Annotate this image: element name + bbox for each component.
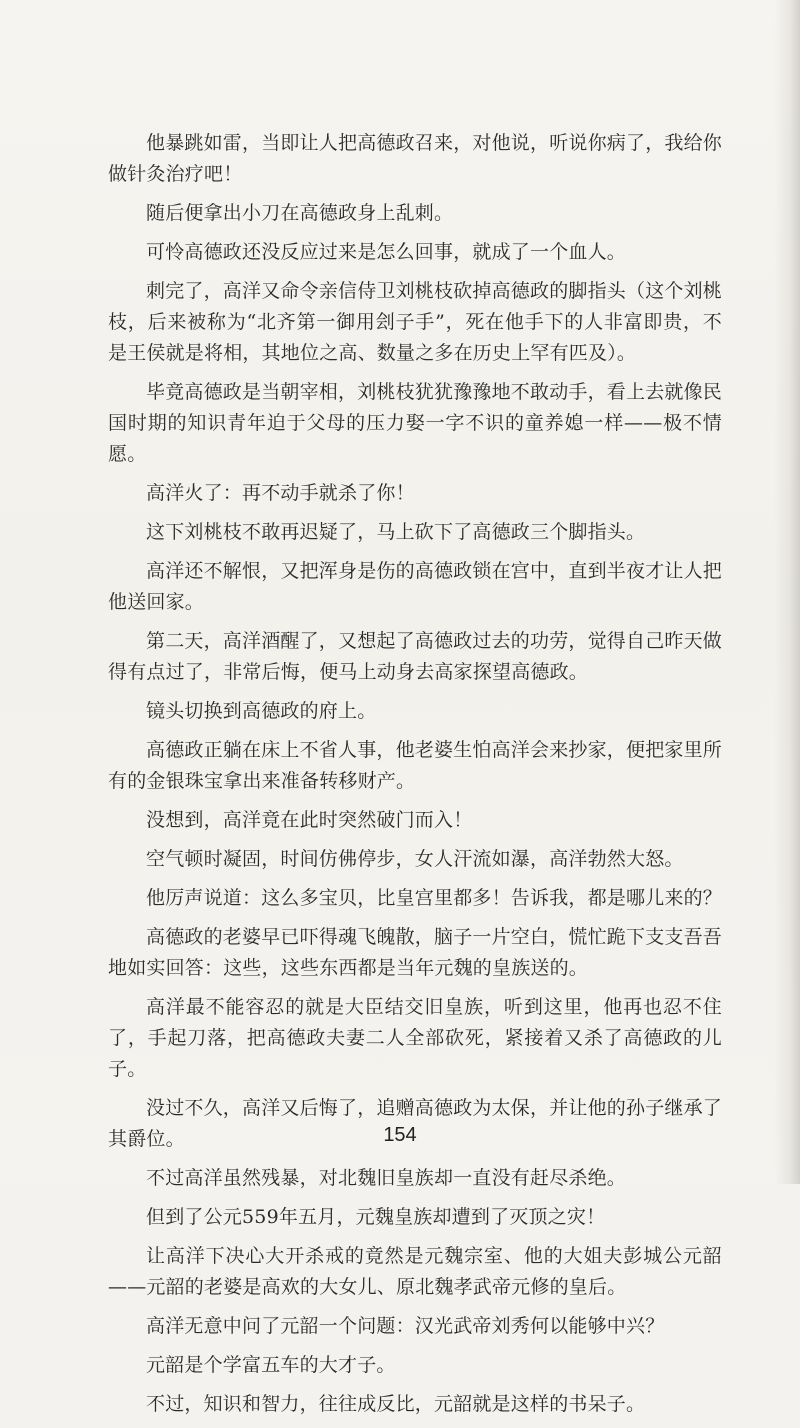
paragraph: 可怜高德政还没反应过来是怎么回事，就成了一个血人。 xyxy=(146,241,627,263)
paragraph: 高洋还不解恨，又把浑身是伤的高德政锁在宫中，直到半夜才让人把他送回家。 xyxy=(108,560,723,613)
paragraph: 第二天，高洋酒醒了，又想起了高德政过去的功劳，觉得自己昨天做得有点过了，非常后悔，便马上动身去高家探望高德政。 xyxy=(108,630,723,683)
paragraph: 这下刘桃枝不敢再迟疑了，马上砍下了高德政三个脚指头。 xyxy=(146,521,646,543)
paragraph: 不过，知识和智力，往往成反比，元韶就是这样的书呆子。 xyxy=(146,1393,646,1415)
paragraph: 毕竟高德政是当朝宰相，刘桃枝犹犹豫豫地不敢动手，看上去就像民国时期的知识青年迫于父母的压力娶一字不识的童养媳一样——极不情愿。 xyxy=(108,381,723,465)
body-text xyxy=(108,128,722,1428)
paragraph: 他暴跳如雷，当即让人把高德政召来，对他说，听说你病了，我给你做针灸治疗吧！ xyxy=(108,132,723,185)
paragraph: 元韶是个学富五车的大才子。 xyxy=(146,1354,396,1376)
paragraph: 刺完了，高洋又命令亲信侍卫刘桃枝砍掉高德政的脚指头（这个刘桃枝，后来被称为“北齐第一御用刽子手”，死在他手下的人非富即贵，不是王侯就是将相，其地位之高、数量之多在历史上罕有匹及）。 xyxy=(108,280,723,364)
paragraph: 没过不久，高洋又后悔了，追赠高德政为太保，并让他的孙子继承了其爵位。 xyxy=(108,1097,723,1150)
paragraph: 镜头切换到高德政的府上。 xyxy=(146,700,377,722)
paragraph: 空气顿时凝固，时间仿佛停步，女人汗流如瀑，高洋勃然大怒。 xyxy=(146,848,684,870)
paragraph: 没想到，高洋竟在此时突然破门而入！ xyxy=(146,809,473,831)
paragraph: 高德政正躺在床上不省人事，他老婆生怕高洋会来抄家，便把家里所有的金银珠宝拿出来准备转移财产。 xyxy=(108,739,723,792)
paragraph: 他厉声说道：这么多宝贝，比皇宫里都多！告诉我，都是哪儿来的？ xyxy=(146,887,723,909)
paragraph: 让高洋下决心大开杀戒的竟然是元魏宗室、他的大姐夫彭城公元韶——元韶的老婆是高欢的大女儿、原北魏孝武帝元修的皇后。 xyxy=(108,1245,722,1298)
paragraph: 不过高洋虽然残暴，对北魏旧皇族却一直没有赶尽杀绝。 xyxy=(146,1167,627,1189)
page-number: 154 xyxy=(383,1124,417,1146)
paragraph: 高洋火了：再不动手就杀了你！ xyxy=(146,482,415,504)
paragraph: 高德政的老婆早已吓得魂飞魄散，脑子一片空白，慌忙跪下支支吾吾地如实回答：这些，这些东西都是当年元魏的皇族送的。 xyxy=(108,926,723,979)
paragraph: 但到了公元559年五月，元魏皇族却遭到了灭顶之灾！ xyxy=(146,1206,606,1228)
page-gutter-shadow xyxy=(774,0,800,1184)
paragraph: 高洋最不能容忍的就是大臣结交旧皇族，听到这里，他再也忍不住了，手起刀落，把高德政夫妻二人全部砍死，紧接着又杀了高德政的儿子。 xyxy=(108,996,722,1080)
paragraph: 高洋无意中问了元韶一个问题：汉光武帝刘秀何以能够中兴？ xyxy=(146,1315,665,1337)
paragraph: 随后便拿出小刀在高德政身上乱刺。 xyxy=(146,202,454,224)
